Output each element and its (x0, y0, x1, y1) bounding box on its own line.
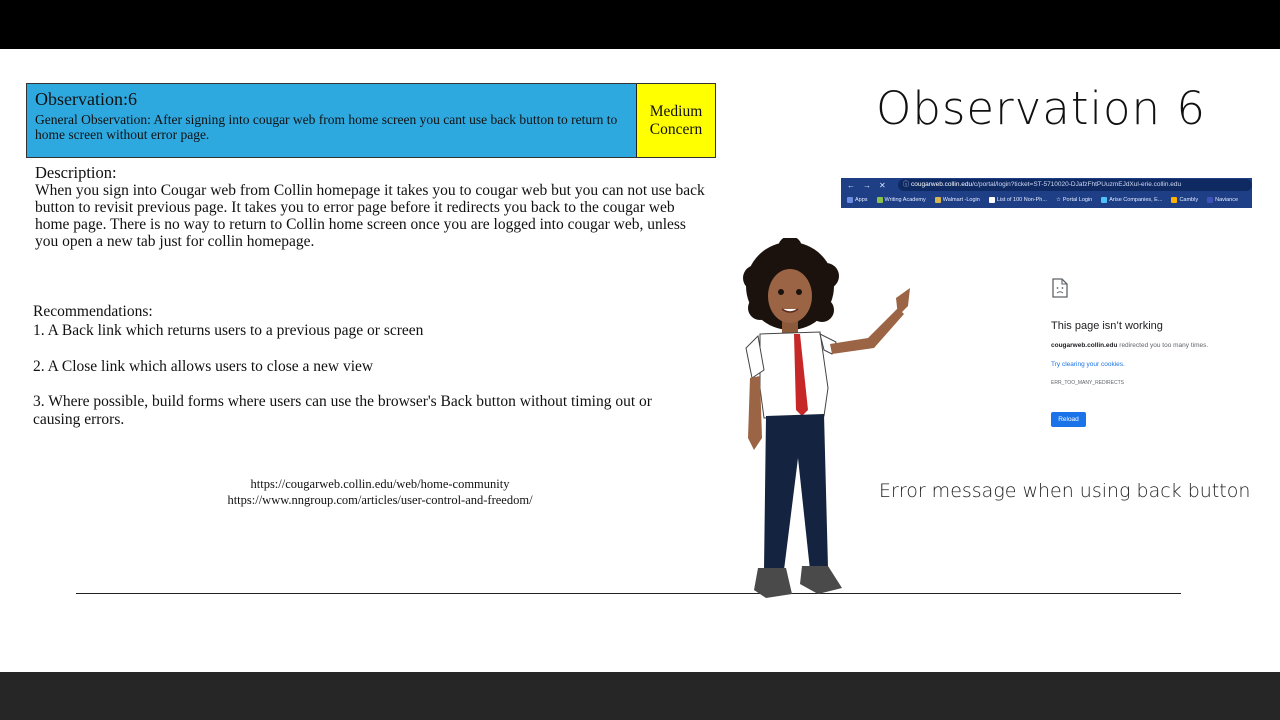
url-path: /c/portal/login?ticket=ST-5710020-DJafzFhtPUuzmEJdXul-erie.collin.edu (972, 181, 1182, 188)
address-bar (898, 179, 1252, 191)
star-icon: ☆ (1055, 197, 1061, 203)
bookmark-item: ☆ Portal Login (1055, 197, 1093, 203)
recommendation-item: 1. A Back link which returns users to a previous page or screen (33, 322, 424, 339)
reload-button[interactable]: Reload (1051, 412, 1086, 427)
bookmark-item: Walmart -Login (935, 197, 980, 203)
description-heading: Description: (35, 163, 117, 182)
info-icon: ⓘ (902, 181, 912, 188)
error-code: ERR_TOO_MANY_REDIRECTS (1051, 380, 1124, 386)
error-title: This page isn’t working (1051, 320, 1163, 332)
url-host: cougarweb.collin.edu (911, 181, 973, 188)
recommendation-item: 2. A Close link which allows users to close a new view (33, 357, 374, 375)
bookmark-item: List of 100 Non-Ph... (989, 197, 1047, 203)
description-body: When you sign into Cougar web from Collin homepage it takes you to cougar web but you can not use back button to revisit previous page. It takes you to error page before it redirects you back to the cougar web home page. There is no way to return to Collin home screen once you are logged into cougar web, unless you open a new tab just for collin homepage. (35, 182, 705, 250)
observation-summary (27, 84, 637, 157)
slide-title: Observation 6 (876, 82, 1206, 135)
bookmark-item: Arise Companies, E... (1101, 197, 1162, 203)
recommendations-section (33, 303, 703, 428)
bookmark-icon (935, 197, 941, 203)
bookmark-icon (1171, 197, 1177, 203)
divider-line (76, 593, 1181, 594)
bookmark-item: Apps (847, 197, 868, 203)
back-arrow-icon: ← (847, 180, 855, 190)
bookmark-item: Naviance (1207, 197, 1238, 203)
top-bar (0, 0, 1280, 49)
bookmark-item: Cambly (1171, 197, 1198, 203)
references (160, 477, 600, 508)
browser-toolbar (841, 178, 1252, 192)
error-detail (1051, 342, 1208, 349)
presenter-character (738, 238, 916, 604)
observation-title: Observation:6 (35, 89, 137, 109)
apps-icon (847, 197, 853, 203)
concern-level-badge (637, 84, 715, 157)
clear-cookies-link[interactable]: Try clearing your cookies. (1051, 361, 1125, 368)
bookmark-icon (1207, 197, 1213, 203)
observation-header (26, 83, 716, 158)
concern-level-line1: Medium (649, 102, 703, 120)
reference-link[interactable]: https://cougarweb.collin.edu/web/home-community (250, 477, 510, 491)
bookmark-icon (989, 197, 995, 203)
browser-screenshot (841, 178, 1252, 208)
bookmarks-bar (841, 192, 1252, 208)
concern-level-line2: Concern (649, 120, 703, 138)
error-host: cougarweb.collin.edu (1051, 342, 1118, 349)
reference-link[interactable]: https://www.nngroup.com/articles/user-control-and-freedom/ (227, 492, 533, 507)
recommendations-heading: Recommendations: (33, 303, 153, 320)
description-section (35, 164, 707, 250)
screenshot-caption: Error message when using back button (879, 480, 1251, 502)
bookmark-item: Writing Academy (877, 197, 926, 203)
bottom-bar (0, 672, 1280, 720)
close-icon: ✕ (879, 180, 886, 190)
bookmark-icon (1101, 197, 1107, 203)
sad-file-icon (1051, 278, 1069, 298)
general-observation-text: General Observation: After signing into cougar web from home screen you cant use back button to return to home screen without error page. (35, 112, 618, 142)
recommendation-item: 3. Where possible, build forms where users can use the browser's Back button without timing out or causing errors. (33, 393, 652, 428)
forward-arrow-icon: → (863, 180, 871, 190)
error-detail-text: redirected you too many times. (1117, 342, 1209, 349)
bookmark-icon (877, 197, 883, 203)
